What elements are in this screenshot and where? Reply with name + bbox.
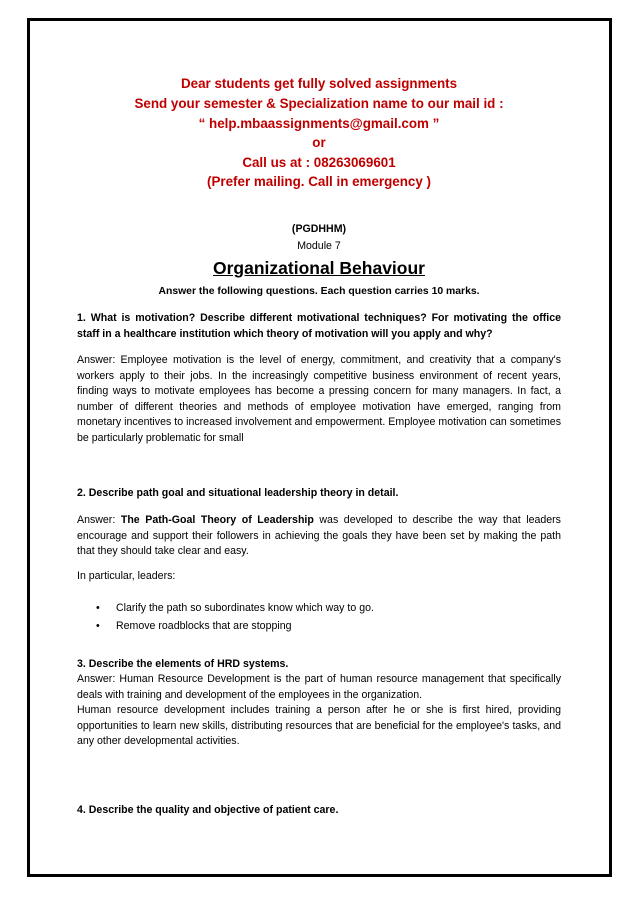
answer-prefix: Answer: [77, 514, 121, 526]
list-item-text: Remove roadblocks that are stopping [116, 620, 292, 632]
list-item [96, 599, 374, 617]
page-title: Organizational Behaviour [213, 258, 425, 278]
promo-phone: Call us at : 08263069601 [242, 155, 396, 170]
answer-text: was developed to describe the way that leaders encourage and support their followers in achieving the goals they have been set by making the path that they should take clear and easy. [77, 514, 561, 558]
promo-line-1: Dear students get fully solved assignments [180, 76, 458, 91]
question-3: 3. Describe the elements of HRD systems. [77, 658, 289, 670]
question-1: 1. What is motivation? Describe different motivational techniques? For motivating the office staff in a healthcare institution which theory of motivation will you apply and why? [77, 312, 561, 340]
promo-note: (Prefer mailing. Call in emergency ) [207, 174, 431, 189]
question-4: 4. Describe the quality and objective of patient care. [77, 804, 339, 816]
answer-3-p2: Human resource development includes training a person after he or she is first hired, providing opportunities to learn new skills, distributing resources that are beneficial for the employee's tasks, and any other developmental activities. [77, 704, 561, 748]
bullet-icon: • [96, 602, 100, 614]
instructions: Answer the following questions. Each question carries 10 marks. [158, 286, 480, 297]
question-2: 2. Describe path goal and situational leadership theory in detail. [77, 487, 399, 499]
answer-1: Answer: Employee motivation is the level of energy, commitment, and creativity that a company's workers apply to their jobs. In the increasingly competitive business environment of recent years, finding ways to motivate employees has become a pressing concern for many managers. In fact, a number of different theories and methods of employee motivation have emerged, ranging from monetary incentives to increased involvement and empowerment. Employee motivation can sometimes be particularly problematic for small [77, 354, 561, 444]
promo-email: “ help.mbaassignments@gmail.com ” [198, 116, 440, 131]
answer-3-p1: Answer: Human Resource Development is the part of human resource management that specifically deals with training and development of the employees in the organization. [77, 673, 561, 701]
answer-bold-term: The Path-Goal Theory of Leadership [120, 514, 314, 526]
course-code: (PGDHHM) [291, 223, 347, 235]
bullet-icon: • [96, 620, 100, 632]
module-label: Module 7 [297, 240, 341, 252]
answer-2 [77, 513, 561, 560]
promo-or: or [312, 135, 326, 150]
list-item [96, 617, 292, 635]
answer-2-particular: In particular, leaders: [77, 570, 176, 582]
promo-line-2: Send your semester & Specialization name to our mail id : [134, 96, 504, 111]
list-item-text: Clarify the path so subordinates know which way to go. [116, 602, 374, 614]
